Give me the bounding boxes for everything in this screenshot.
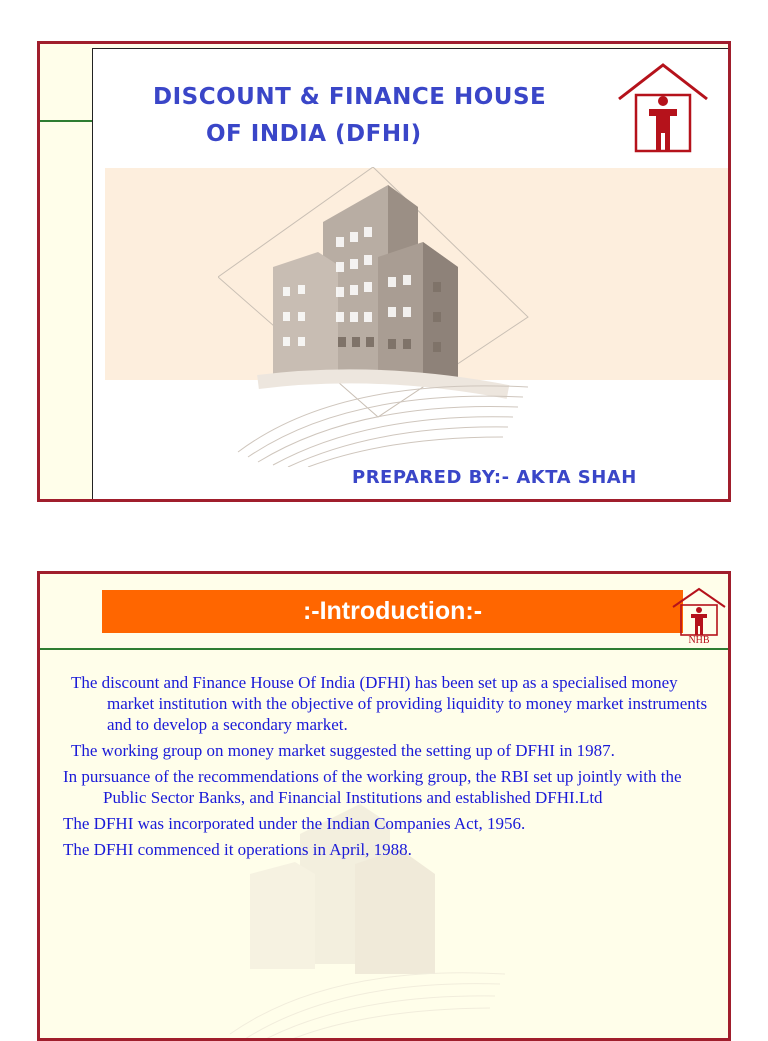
intro-paragraph: The DFHI commenced it operations in April, 1988. <box>63 840 412 859</box>
intro-paragraph: In pursuance of the recommendations of the working group, the RBI set up jointly with the Public Sector Banks, and Financial Institutions and established DFHI.Ltd <box>63 767 682 807</box>
presentation-title <box>153 79 546 153</box>
introduction-slide <box>37 571 731 1041</box>
title-panel <box>92 48 731 500</box>
intro-paragraph: The DFHI was incorporated under the Indian Companies Act, 1956. <box>63 814 526 833</box>
green-divider <box>40 648 728 650</box>
nhb-logo-icon <box>669 585 729 645</box>
nhb-logo-text: NHB <box>688 635 710 645</box>
title-line-2: OF INDIA (DFHI) <box>206 121 422 147</box>
intro-paragraph: The discount and Finance House Of India (DFHI) has been set up as a specialised money market institution with the objective of providing liquidity to money market instruments and to develop a secondary market. <box>71 673 708 734</box>
buildings-illustration <box>218 167 543 467</box>
title-slide <box>37 41 731 502</box>
slide-heading: :-Introduction:- <box>102 590 683 633</box>
title-line-1: DISCOUNT & FINANCE HOUSE <box>153 84 547 110</box>
prepared-by: PREPARED BY:- AKTA SHAH <box>352 467 637 488</box>
slide-corner-band <box>40 44 92 122</box>
intro-paragraph: The working group on money market suggested the setting up of DFHI in 1987. <box>71 741 615 760</box>
intro-paragraphs <box>63 672 713 865</box>
house-logo-icon <box>613 59 713 155</box>
